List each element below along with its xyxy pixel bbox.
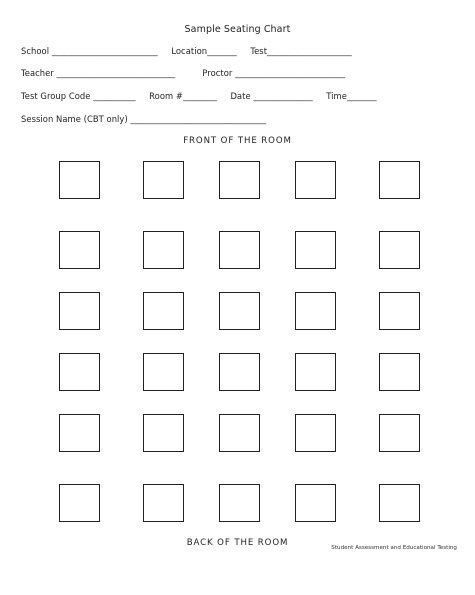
seat-box — [295, 231, 336, 269]
document-title: Sample Seating Chart — [184, 24, 291, 35]
seat-box — [59, 353, 100, 391]
seat-box — [219, 353, 260, 391]
seat-box — [143, 484, 184, 522]
seat-box — [59, 484, 100, 522]
seat-box — [143, 161, 184, 199]
seat-box — [143, 353, 184, 391]
seat-box — [379, 414, 420, 452]
seat-box — [379, 231, 420, 269]
footer-organization: Student Assessment and Educational Testing — [331, 545, 457, 551]
seat-box — [295, 353, 336, 391]
seat-box — [379, 292, 420, 330]
seat-box — [295, 484, 336, 522]
teacher-proctor-fields: Teacher ____________________________ Proctor __________________________ — [21, 68, 346, 78]
seat-box — [59, 231, 100, 269]
seat-box — [219, 292, 260, 330]
seat-box — [295, 292, 336, 330]
seat-box — [219, 231, 260, 269]
seat-box — [379, 484, 420, 522]
session-name-field: Session Name (CBT only) ________________________________ — [21, 114, 267, 124]
seat-box — [219, 414, 260, 452]
seat-box — [295, 414, 336, 452]
group-room-date-time-fields: Test Group Code __________ Room #________ Date ______________ Time_______ — [21, 91, 377, 101]
seat-box — [59, 292, 100, 330]
front-of-room-label: FRONT OF THE ROOM — [183, 136, 292, 146]
seat-box — [59, 414, 100, 452]
back-of-room-label: BACK OF THE ROOM — [186, 538, 289, 548]
seat-box — [219, 484, 260, 522]
seat-box — [143, 292, 184, 330]
seat-box — [219, 161, 260, 199]
seat-box — [295, 161, 336, 199]
school-location-test-fields: School _________________________ Location_______ Test____________________ — [21, 46, 352, 56]
seat-box — [143, 414, 184, 452]
seat-box — [379, 353, 420, 391]
seat-box — [59, 161, 100, 199]
seat-box — [379, 161, 420, 199]
seat-box — [143, 231, 184, 269]
